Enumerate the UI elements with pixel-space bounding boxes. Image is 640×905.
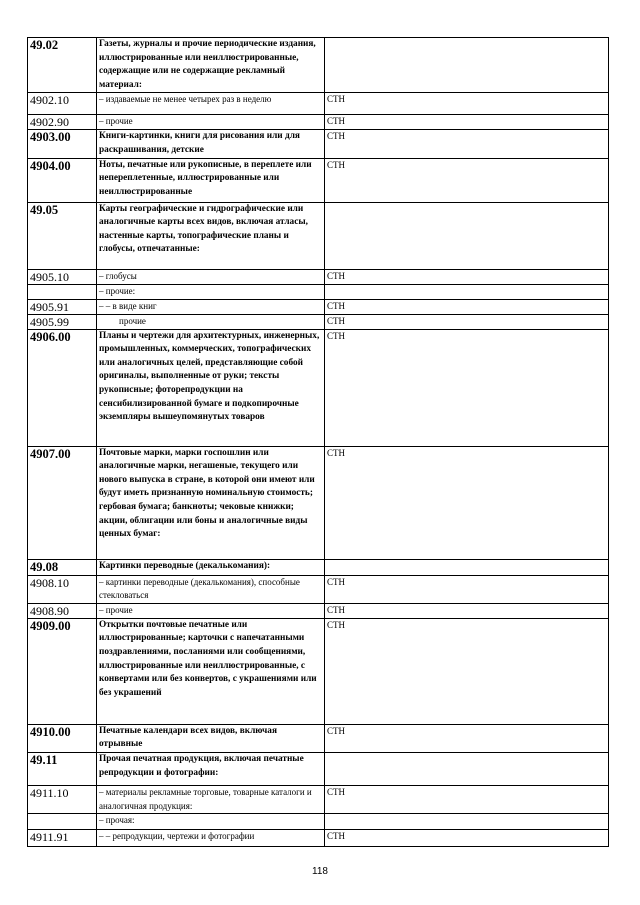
table-row [28, 575, 609, 603]
hs-code-cell: 4908.10 [28, 575, 97, 603]
table-row [28, 284, 609, 299]
status-cell: СТН [325, 93, 609, 115]
status-cell: СТН [325, 158, 609, 202]
hs-code-cell: 4908.90 [28, 603, 97, 618]
hs-code-cell [28, 284, 97, 299]
status-cell: СТН [325, 446, 609, 559]
status-cell [325, 202, 609, 269]
status-cell: СТН [325, 830, 609, 847]
description-cell: – – в виде книг [97, 299, 325, 314]
status-cell: СТН [325, 603, 609, 618]
description-cell: – картинки переводные (декалькомания), способные стекловаться [97, 575, 325, 603]
table-row [28, 785, 609, 813]
description-cell: Ноты, печатные или рукописные, в переплете или непереплетенные, иллюстрированные или неиллюстрированные [97, 158, 325, 202]
description-cell: – материалы рекламные торговые, товарные каталоги и аналогичная продукция: [97, 785, 325, 813]
description-cell: Книги-картинки, книги для рисования или для раскрашивания, детские [97, 130, 325, 158]
table-row [28, 93, 609, 115]
table-row [28, 618, 609, 724]
tariff-table-body [28, 38, 609, 847]
description-cell: – глобусы [97, 269, 325, 284]
table-row [28, 752, 609, 785]
description-cell: Газеты, журналы и прочие периодические издания, иллюстрированные или неиллюстрированные, содержащие или не содержащие рекламный материал: [97, 38, 325, 93]
status-cell: СТН [325, 575, 609, 603]
hs-code-cell: 4907.00 [28, 446, 97, 559]
description-cell: Почтовые марки, марки госпошлин или аналогичные марки, негашеные, текущего или нового выпуска в стране, в которой они имеют или будут иметь признанную номинальную стоимость; гербовая бумага; банкноты; чековые книжки; акции, облигации или боны и аналогичные виды ценных бумаг: [97, 446, 325, 559]
hs-code-cell: 4905.91 [28, 299, 97, 314]
table-row [28, 299, 609, 314]
hs-code-cell: 4905.99 [28, 314, 97, 329]
description-cell: Карты географические и гидрографические или аналогичные карты всех видов, включая атласы, настенные карты, топографические планы и глобусы, отпечатанные: [97, 202, 325, 269]
hs-code-cell: 4911.91 [28, 830, 97, 847]
table-row [28, 202, 609, 269]
description-cell: – прочие [97, 115, 325, 130]
description-cell: – издаваемые не менее четырех раз в неделю [97, 93, 325, 115]
description-cell: Картинки переводные (декалькомания): [97, 559, 325, 575]
table-row [28, 724, 609, 752]
hs-code-cell: 4911.10 [28, 785, 97, 813]
hs-code-cell: 49.11 [28, 752, 97, 785]
status-cell: СТН [325, 314, 609, 329]
table-row [28, 38, 609, 93]
table-row [28, 830, 609, 847]
hs-code-cell: 49.05 [28, 202, 97, 269]
description-cell: – прочие: [97, 284, 325, 299]
hs-code-cell: 4905.10 [28, 269, 97, 284]
hs-code-cell: 4903.00 [28, 130, 97, 158]
status-cell [325, 284, 609, 299]
hs-code-cell: 4902.10 [28, 93, 97, 115]
table-row [28, 603, 609, 618]
table-row [28, 559, 609, 575]
status-cell [325, 752, 609, 785]
status-cell: СТН [325, 269, 609, 284]
hs-code-cell: 49.08 [28, 559, 97, 575]
hs-code-cell: 4904.00 [28, 158, 97, 202]
status-cell: СТН [325, 618, 609, 724]
status-cell: СТН [325, 724, 609, 752]
description-cell: – – репродукции, чертежи и фотографии [97, 830, 325, 847]
status-cell [325, 38, 609, 93]
hs-code-cell: 4902.90 [28, 115, 97, 130]
status-cell: СТН [325, 299, 609, 314]
table-row [28, 269, 609, 284]
table-row [28, 446, 609, 559]
table-row [28, 158, 609, 202]
description-cell: Печатные календари всех видов, включая отрывные [97, 724, 325, 752]
hs-code-cell: 4910.00 [28, 724, 97, 752]
description-cell: Планы и чертежи для архитектурных, инженерных, промышленных, коммерческих, топографических или аналогичных целей, представляющие собой оригиналы, выполненные от руки; тексты рукописные; фоторепродукции на сенсибилизированной бумаге и подкопирочные экземпляры вышеупомянутых товаров [97, 329, 325, 446]
description-cell: Прочая печатная продукция, включая печатные репродукции и фотографии: [97, 752, 325, 785]
status-cell [325, 559, 609, 575]
hs-code-cell [28, 814, 97, 830]
table-row [28, 329, 609, 446]
hs-code-cell: 4906.00 [28, 329, 97, 446]
table-row [28, 314, 609, 329]
description-cell: – прочие [97, 603, 325, 618]
status-cell [325, 814, 609, 830]
hs-code-cell: 49.02 [28, 38, 97, 93]
status-cell: СТН [325, 785, 609, 813]
status-cell: СТН [325, 115, 609, 130]
table-row [28, 115, 609, 130]
table-row [28, 814, 609, 830]
hs-code-cell: 4909.00 [28, 618, 97, 724]
status-cell: СТН [325, 130, 609, 158]
description-cell: прочие [97, 314, 325, 329]
description-cell: – прочая: [97, 814, 325, 830]
table-row [28, 130, 609, 158]
status-cell: СТН [325, 329, 609, 446]
page-number: 118 [312, 866, 328, 877]
description-cell: Открытки почтовые печатные или иллюстрированные; карточки с напечатанными поздравлениями, посланиями или сообщениями, иллюстрированные или неиллюстрированные, с конвертами или без конвертов, с украшениями или без украшений [97, 618, 325, 724]
tariff-table [27, 37, 609, 847]
